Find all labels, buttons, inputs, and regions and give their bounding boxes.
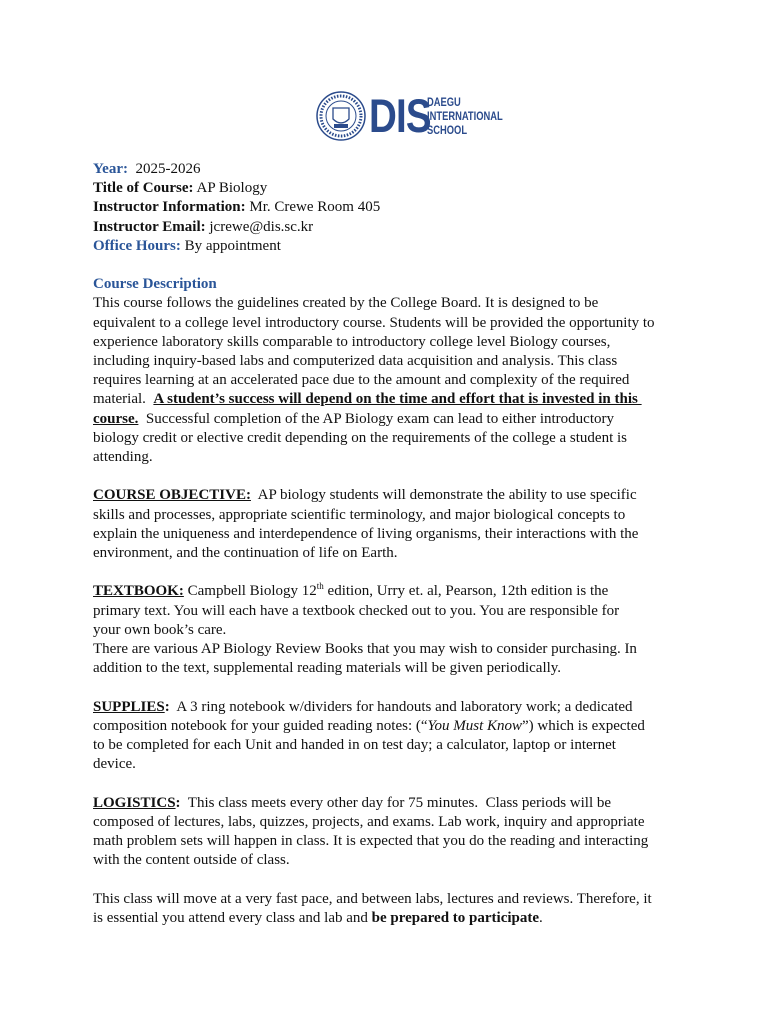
description-text: Successful completion of the AP Biology exam can lead to either introductory	[138, 410, 614, 427]
description-line: This course follows the guidelines created by the College Board. It is designed to be	[93, 295, 599, 312]
course-objective-label: COURSE OBJECTIVE:	[93, 487, 251, 504]
textbook-text: edition, Urry et. al, Pearson, 12th edition is the	[323, 583, 609, 600]
year-value: 2025-2026	[135, 161, 201, 177]
office-hours-value: By appointment	[184, 237, 281, 254]
closing-emphasis: be prepared to participate	[371, 909, 540, 926]
instructor-row	[93, 198, 683, 217]
objective-line: skills and processes, appropriate scientific terminology, and major biological concepts to	[93, 506, 626, 523]
description-line: experience laboratory skills comparable to introductory college level Biology courses,	[93, 333, 611, 350]
closing-line	[93, 909, 683, 928]
description-text: material.	[93, 391, 154, 408]
instructor-value: Mr. Crewe Room 405	[249, 199, 381, 216]
textbook-line: your own book’s care.	[93, 621, 227, 638]
textbook-line: addition to the text, supplemental reading materials will be given periodically.	[93, 660, 562, 677]
logistics-colon: :	[175, 794, 181, 811]
email-value: jcrewe@dis.sc.kr	[209, 218, 314, 235]
logo-line-2: INTERNATIONAL	[427, 109, 503, 123]
description-line	[93, 410, 683, 429]
course-title-value: AP Biology	[196, 180, 268, 197]
logistics-line: with the content outside of class.	[93, 852, 290, 869]
supplies-line: to be completed for each Unit and handed in on test day; a calculator, laptop or internet	[93, 737, 616, 754]
supplies-text: composition notebook for your guided reading notes: (“	[93, 717, 428, 734]
course-title-row	[93, 179, 683, 198]
supplies-text: A 3 ring notebook w/dividers for handouts and laboratory work; a dedicated	[169, 698, 633, 715]
instructor-label: Instructor Information:	[93, 199, 246, 216]
supplies-text: ”) which is expected	[522, 717, 645, 734]
description-line	[93, 390, 683, 409]
closing-line: This class will move at a very fast pace, and between labs, lectures and reviews. Therefore, it	[93, 890, 652, 907]
logistics-line	[93, 794, 683, 813]
closing-text: is essential you attend every class and lab and	[93, 909, 372, 926]
school-seal-icon	[316, 91, 366, 141]
textbook-line	[93, 582, 683, 601]
school-logo	[316, 88, 506, 144]
objective-line	[93, 486, 683, 505]
logistics-text: This class meets every other day for 75 minutes. Class periods will be	[180, 794, 612, 811]
objective-line: explain the uniqueness and interdependence of living organisms, their interactions with the	[93, 525, 639, 542]
supplies-colon: :	[164, 698, 170, 715]
year-row	[93, 160, 683, 179]
document-body	[93, 160, 683, 928]
closing-text: .	[539, 909, 543, 926]
email-row	[93, 218, 683, 237]
year-label: Year:	[93, 161, 128, 177]
logistics-line: composed of lectures, labs, quizzes, projects, and exams. Lab work, inquiry and appropriate	[93, 813, 645, 830]
supplies-line	[93, 698, 683, 717]
logo-line-1: DAEGU	[427, 95, 461, 109]
objective-text: AP biology students will demonstrate the ability to use specific	[250, 487, 637, 504]
email-label: Instructor Email:	[93, 218, 206, 235]
you-must-know-title: You Must Know	[427, 717, 522, 734]
supplies-label: SUPPLIES	[93, 698, 165, 715]
objective-line: environment, and the continuation of life on Earth.	[93, 545, 398, 562]
office-hours-label: Office Hours:	[93, 237, 181, 254]
textbook-line: There are various AP Biology Review Books that you may wish to consider purchasing. In	[93, 641, 637, 658]
supplies-line: device.	[93, 756, 136, 773]
edition-superscript: th	[316, 581, 324, 592]
supplies-line	[93, 717, 683, 736]
course-description-heading: Course Description	[93, 276, 217, 293]
description-emphasis-end: course.	[93, 410, 139, 427]
description-line: biology credit or elective credit depending on the requirements of the college a student is	[93, 429, 627, 446]
office-hours-row	[93, 237, 683, 256]
logistics-line: math problem sets will happen in class. It is expected that you do the reading and interacting	[93, 833, 649, 850]
logo-school-name	[427, 95, 503, 137]
textbook-line: primary text. You will each have a textbook checked out to you. You are responsible for	[93, 602, 620, 619]
description-line: equivalent to a college level introductory course. Students will be provided the opportunity to	[93, 314, 655, 331]
course-title-label: Title of Course:	[93, 180, 194, 197]
logo-line-3: SCHOOL	[427, 123, 468, 137]
description-line: requires learning at an accelerated pace due to the amount and complexity of the required	[93, 372, 630, 389]
logo-abbreviation: DIS	[369, 89, 431, 142]
description-emphasis: A student’s success will depend on the time and effort that is invested in this	[153, 391, 642, 408]
description-line: including inquiry-based labs and computerized data acquisition and analysis. This class	[93, 353, 618, 370]
description-line: attending.	[93, 449, 153, 466]
textbook-label: TEXTBOOK:	[93, 583, 184, 600]
logistics-label: LOGISTICS	[93, 794, 176, 811]
textbook-text: Campbell Biology 12	[183, 583, 317, 600]
